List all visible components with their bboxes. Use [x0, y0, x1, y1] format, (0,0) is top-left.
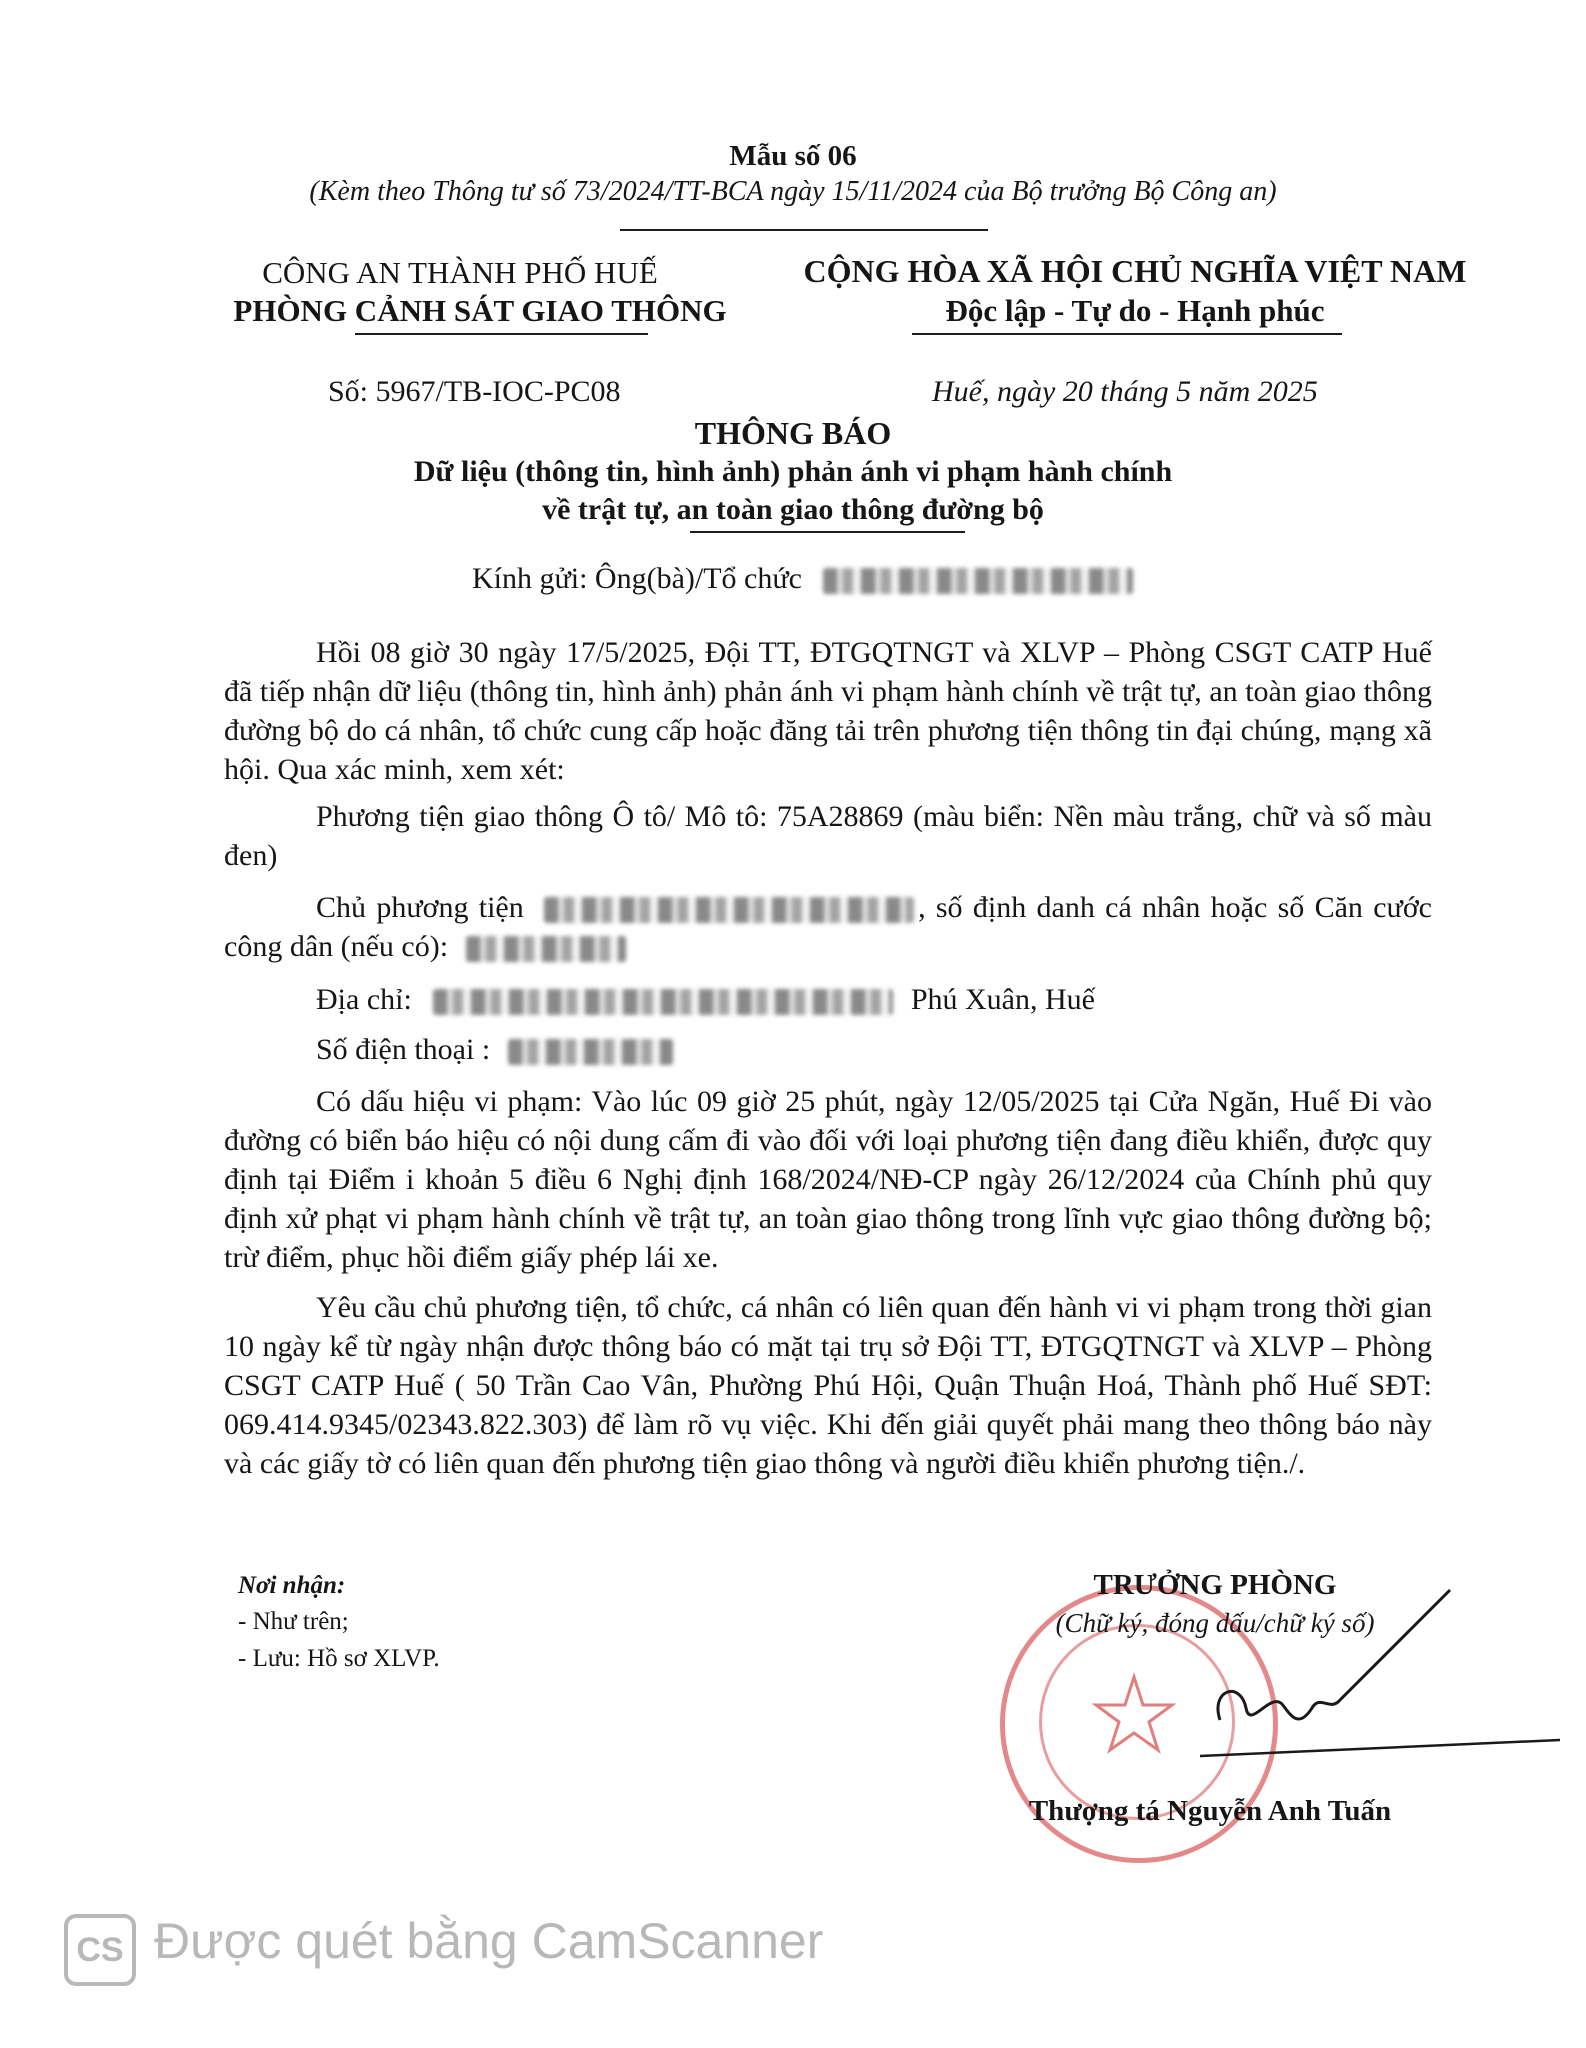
owner-id-label: , số định danh cá nhân hoặc số Căn cước công dân (nếu có):: [224, 891, 1432, 963]
address-line: [316, 980, 1095, 1019]
signer-name: Thượng tá Nguyễn Anh Tuấn: [1028, 1795, 1392, 1827]
vehicle-paragraph: Phương tiện giao thông Ô tô/ Mô tô: 75A28869 (màu biển: Nền màu trắng, chữ và số màu đen): [224, 800, 1432, 872]
signature-note: (Chữ ký, đóng dấu/chữ ký số): [1055, 1608, 1375, 1638]
agency-parent: CÔNG AN THÀNH PHỐ HUẾ: [262, 255, 658, 290]
nation-name: CỘNG HÒA XÃ HỘI CHỦ NGHĨA VIỆT NAM: [803, 253, 1467, 289]
form-basis: (Kèm theo Thông tư số 73/2024/TT-BCA ngày 15/11/2024 của Bộ trưởng Bộ Công an): [309, 176, 1277, 207]
agency-underline: [355, 333, 648, 335]
request-paragraph: Yêu cầu chủ phương tiện, tổ chức, cá nhân có liên quan đến hành vi vi phạm trong thời gian 10 ngày kể từ ngày nhận được thông báo có mặt tại trụ sở Đội TT, ĐTGQTNGT và XLVP – Phòng CSGT CATP Huế ( 50 Trần Cao Vân, Phường Phú Hội, Quận Thuận Hoá, Thành phố Huế SĐT: 069.414.9345/02343.822.303) để làm rõ vụ việc. Khi đến giải quyết phải mang theo thông báo này và các giấy tờ có liên quan đến phương tiện giao thông và người điều khiển phương tiện./.: [224, 1291, 1432, 1480]
owner-paragraph: [224, 888, 1432, 966]
doc-title: THÔNG BÁO: [694, 415, 892, 451]
redacted-owner: [544, 897, 914, 923]
redacted-id: [466, 936, 626, 962]
owner-label: Chủ phương tiện: [316, 891, 524, 924]
violation-paragraph: Có dấu hiệu vi phạm: Vào lúc 09 giờ 25 phút, ngày 12/05/2025 tại Cửa Ngăn, Huế Đi vào đường có biển báo hiệu có nội dung cấm đi vào đối với loại phương tiện đang điều khiển, được quy định tại Điểm i khoản 5 điều 6 Nghị định 168/2024/NĐ-CP ngày 26/12/2024 của Chính phủ quy định xử phạt vi phạm hành chính về trật tự, an toàn giao thông trong lĩnh vực giao thông đường bộ; trừ điểm, phục hồi điểm giấy phép lái xe.: [224, 1085, 1432, 1274]
camscanner-logo-icon: CS: [64, 1914, 136, 1986]
doc-subtitle-2: về trật tự, an toàn giao thông đường bộ: [542, 493, 1044, 526]
redacted-phone: [508, 1039, 673, 1065]
redacted-address: [433, 989, 893, 1015]
motto-underline: [912, 333, 1342, 335]
motto: Độc lập - Tự do - Hạnh phúc: [945, 293, 1325, 328]
signer-title: TRƯỞNG PHÒNG: [1093, 1569, 1337, 1601]
redacted-recipient: [823, 568, 1133, 594]
recipients-label: Nơi nhận:: [238, 1572, 346, 1599]
agency-name: PHÒNG CẢNH SÁT GIAO THÔNG: [233, 293, 727, 328]
recipient-item: - Như trên;: [238, 1608, 349, 1635]
doc-subtitle-1: Dữ liệu (thông tin, hình ảnh) phản ánh vi phạm hành chính: [413, 455, 1173, 488]
recipient-line: [472, 562, 1133, 596]
camscanner-watermark: Được quét bằng CamScanner: [154, 1913, 824, 1969]
phone-line: [316, 1030, 673, 1069]
intro-paragraph: Hồi 08 giờ 30 ngày 17/5/2025, Đội TT, ĐTGQTNGT và XLVP – Phòng CSGT CATP Huế đã tiếp nhận dữ liệu (thông tin, hình ảnh) phản ánh vi phạm hành chính về trật tự, an toàn giao thông đường bộ do cá nhân, tổ chức cung cấp hoặc đăng tải trên phương tiện thông tin đại chúng, mạng xã hội. Qua xác minh, xem xét:: [224, 636, 1432, 786]
address-label: Địa chỉ:: [316, 983, 412, 1016]
divider: [620, 229, 988, 231]
form-number: Mẫu số 06: [729, 140, 857, 172]
phone-label: Số điện thoại :: [316, 1033, 491, 1066]
doc-number: Số: 5967/TB-IOC-PC08: [328, 375, 621, 408]
title-underline: [690, 531, 965, 533]
address-tail: Phú Xuân, Huế: [910, 983, 1095, 1016]
place-date: Huế, ngày 20 tháng 5 năm 2025: [932, 375, 1318, 408]
handwritten-signature-icon: [1180, 1580, 1570, 1770]
recipient-item: - Lưu: Hồ sơ XLVP.: [238, 1645, 440, 1672]
recipient-label: Kính gửi: Ông(bà)/Tổ chức: [472, 562, 802, 595]
